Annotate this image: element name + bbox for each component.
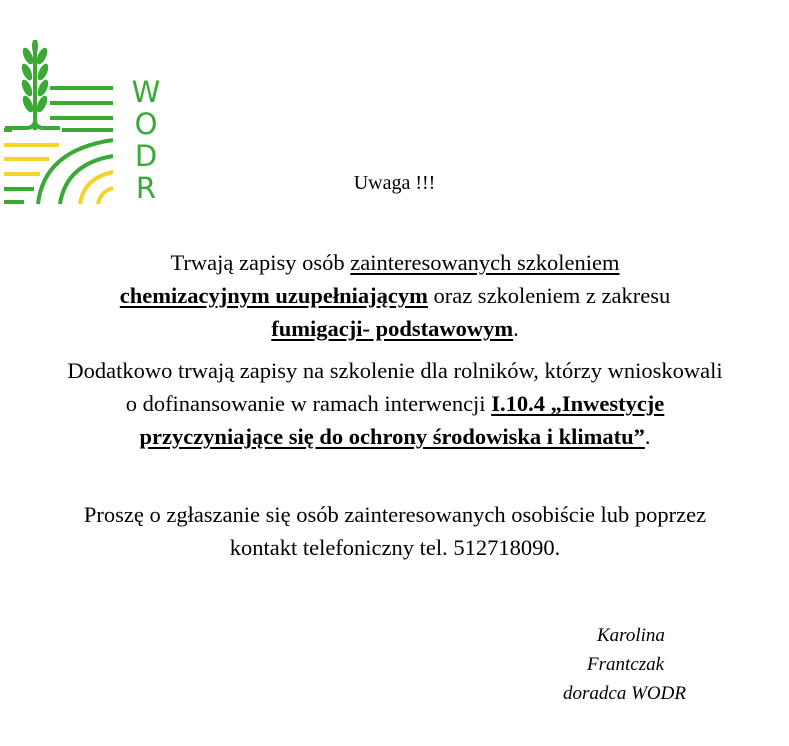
- signature-role: doradca WODR: [563, 683, 686, 704]
- signature: [520, 621, 730, 708]
- text: oraz szkoleniem z zakresu: [427, 283, 671, 308]
- paragraph-training-signup: [60, 246, 730, 345]
- notice-heading: Uwaga !!!: [353, 172, 436, 194]
- logo-letter: D: [134, 139, 158, 173]
- signature-first-name: Karolina: [597, 625, 665, 646]
- text: .: [513, 316, 519, 341]
- training-name-fumigacja: fumigacji- podstawowym: [271, 316, 514, 341]
- paragraph-farmers-training: [60, 354, 730, 453]
- logo-letter: O: [134, 107, 158, 141]
- logo-letter: R: [135, 171, 157, 205]
- text: Trwają zapisy osób: [170, 250, 351, 275]
- underlined-text: zainteresowanych szkoleniem: [350, 250, 620, 275]
- logo-letter: W: [131, 75, 161, 109]
- text: .: [644, 424, 651, 449]
- paragraph-contact: Proszę o zgłaszanie się osób zainteresowanych osobiście lub poprzez kontakt telefoniczny tel. 512718090.: [83, 502, 707, 560]
- training-name-chemizacyjne: chemizacyjnym uzupełniającym: [119, 283, 428, 308]
- signature-last-name: Frantczak: [587, 654, 665, 675]
- intervention-name: I.10.4 „Inwestycje przyczyniające się do ochrony środowiska i klimatu”: [139, 391, 665, 449]
- text: Dodatkowo trwają zapisy na szkolenie dla rolników, którzy wnioskowali o dofinansowanie w ramach interwencji: [67, 358, 723, 416]
